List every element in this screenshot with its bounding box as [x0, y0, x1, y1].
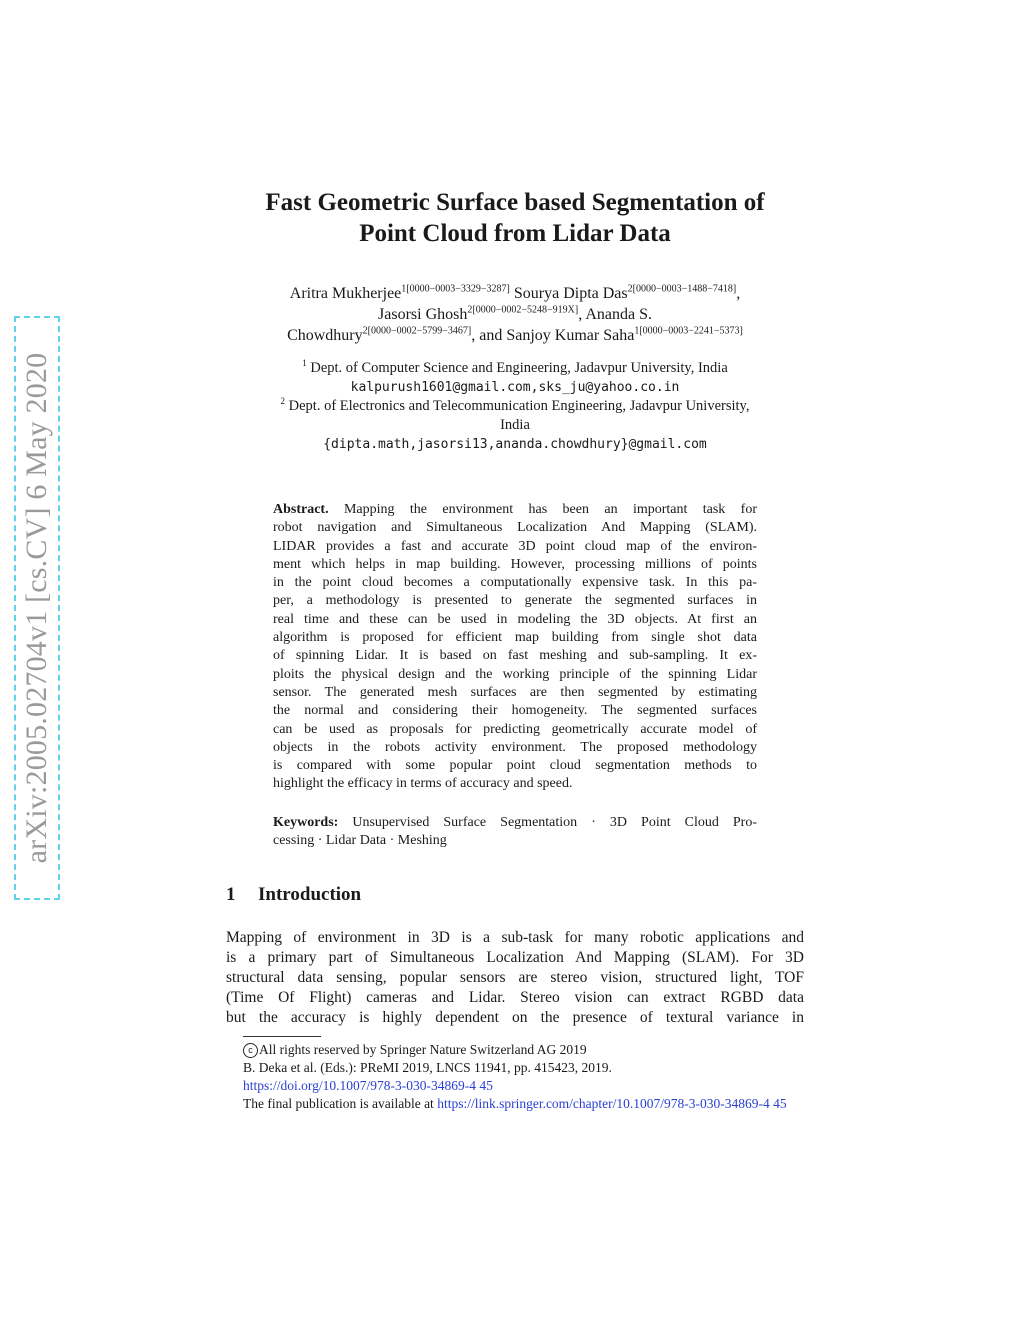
abstract-line: can be used as proposals for predicting geometrically accurate model of: [273, 721, 757, 737]
springer-link[interactable]: https://link.springer.com/chapter/10.1007/978-3-030-34869-4 45: [437, 1096, 787, 1111]
paper-title: [200, 187, 830, 249]
abstract-line: ment which helps in map building. However, processing millions of points: [273, 556, 757, 572]
section-title: Introduction: [258, 884, 362, 905]
keywords-line-1: Keywords: Unsupervised Surface Segmentation · 3D Point Cloud Pro-: [273, 815, 758, 830]
author-name: Jasorsi Ghosh: [378, 306, 468, 323]
abstract-line: sensor. The generated mesh surfaces are then segmented by estimating: [273, 684, 757, 700]
abstract-line: real time and these can be used in modeling the 3D objects. At first an: [273, 611, 757, 627]
author-name: Ananda S.: [585, 306, 652, 323]
abstract-line: LIDAR provides a fast and accurate 3D point cloud map of the environ-: [273, 538, 757, 554]
abstract-line: is compared with some popular point cloud segmentation methods to: [273, 758, 757, 774]
body-line: structural data sensing, popular sensors are stereo vision, structured light, TOF: [226, 969, 804, 986]
author-name: Aritra Mukherjee: [289, 285, 402, 302]
body-line: Mapping of environment in 3D is a sub-task for many robotic applications and: [226, 929, 804, 946]
section-heading: [226, 884, 361, 906]
author-line-3: Chowdhury$^{2[0000-0002-5799-3467]}$, and Sanjoy Kumar Saha$^{1[0000-0003-2241-5373]}$: [287, 325, 743, 344]
author-name: Sourya Dipta Das: [513, 285, 628, 302]
abstract-line: of spinning Lidar. It is based on fast meshing and sub-sampling. It ex-: [273, 648, 757, 664]
abstract-line: highlight the efficacy in terms of accuracy and speed.: [273, 776, 573, 792]
abstract-line: the normal and considering their homogeneity. The segmented surfaces: [273, 703, 757, 719]
affiliations: [210, 359, 820, 454]
affiliation-1-emails[interactable]: kalpurush1601@gmail.com,sks_ju@yahoo.co.in: [350, 380, 680, 395]
author-name: and Sanjoy Kumar Saha: [479, 327, 635, 344]
abstract-line: ploits the physical design and the working principle of the spinning Lidar: [273, 666, 757, 682]
author-orcid: 1[0000−0003−2241−5373]: [634, 325, 743, 337]
keywords: [273, 814, 757, 851]
abstract-line: algorithm is proposed for efficient map building from single shot data: [273, 630, 757, 646]
introduction-body: [226, 928, 804, 1028]
body-line: is a primary part of Simultaneous Localization And Mapping (SLAM). For 3D: [226, 949, 804, 966]
title-line-2: Point Cloud from Lidar Data: [359, 220, 671, 247]
affiliation-text: Dept. of Computer Science and Engineering, Jadavpur University, India: [310, 360, 728, 376]
affiliation-number: 1: [302, 358, 307, 369]
body-line: (Time Of Flight) cameras and Lidar. Stereo vision can extract RGBD data: [226, 989, 804, 1006]
abstract: [273, 501, 757, 794]
author-orcid: 1[0000−0003−3329−3287]: [401, 283, 510, 295]
abstract-line: per, a methodology is presented to generate the segmented surfaces in: [273, 593, 757, 609]
affiliation-2-country: India: [500, 417, 530, 433]
affiliation-text: Dept. of Electronics and Telecommunication Engineering, Jadavpur University,: [288, 398, 750, 414]
abstract-line: objects in the robots activity environment. The proposed methodology: [273, 739, 757, 755]
abstract-heading: Abstract.: [273, 502, 329, 517]
affiliation-2: [210, 397, 820, 416]
author-orcid: 2[0000−0002−5799−3467]: [362, 325, 472, 337]
doi-link[interactable]: https://doi.org/10.1007/978-3-030-34869-4 45: [243, 1078, 493, 1093]
affiliation-2-emails[interactable]: {dipta.math,jasorsi13,ananda.chowdhury}@gmail.com: [323, 437, 707, 452]
abstract-line: Abstract. Mapping the environment has been an important task for: [273, 502, 757, 517]
availability-line: The final publication is available at https://link.springer.com/chapter/10.1007/978-3-030-34869-4 45: [243, 1096, 787, 1111]
author-line-2: Jasorsi Ghosh$^{2[0000-0002-5248-919X]}$, Ananda S.: [378, 304, 652, 323]
affiliation-1: [210, 359, 820, 378]
abstract-line: robot navigation and Simultaneous Localization And Mapping (SLAM).: [273, 520, 757, 536]
affiliation-number: 2: [280, 396, 286, 407]
author-list: [210, 283, 820, 346]
author-orcid: 2[0000−0003−1488−7418]: [627, 283, 737, 295]
body-line: but the accuracy is highly dependent on the presence of textural variance in: [226, 1009, 804, 1026]
keywords-label: Keywords:: [273, 815, 339, 830]
author-orcid: 2[0000−0002−5248−919X]: [467, 304, 579, 316]
title-line-1: Fast Geometric Surface based Segmentation of: [265, 189, 765, 216]
abstract-line: in the point cloud becomes a computationally expensive task. In this pa-: [273, 575, 757, 591]
copyright-icon: c: [243, 1043, 258, 1058]
footnote-rule: [243, 1036, 321, 1037]
arxiv-stamp: [14, 316, 60, 900]
copyright-line: c All rights reserved by Springer Nature Switzerland AG 2019: [243, 1041, 963, 1059]
section-number: 1: [226, 884, 236, 905]
citation-line: B. Deka et al. (Eds.): PReMI 2019, LNCS 11941, pp. 415423, 2019.: [243, 1060, 612, 1075]
author-line-1: Aritra Mukherjee$^{1[0000-0003-3329-3287]}$ Sourya Dipta Das$^{2[0000-0003-1488-7418]}$,: [289, 283, 741, 302]
keywords-line-2: cessing · Lidar Data · Meshing: [273, 833, 447, 849]
footnote: [243, 1041, 963, 1113]
author-name: Chowdhury: [287, 327, 363, 344]
arxiv-identifier[interactable]: arXiv:2005.02704v1 [cs.CV] 6 May 2020: [20, 352, 53, 864]
